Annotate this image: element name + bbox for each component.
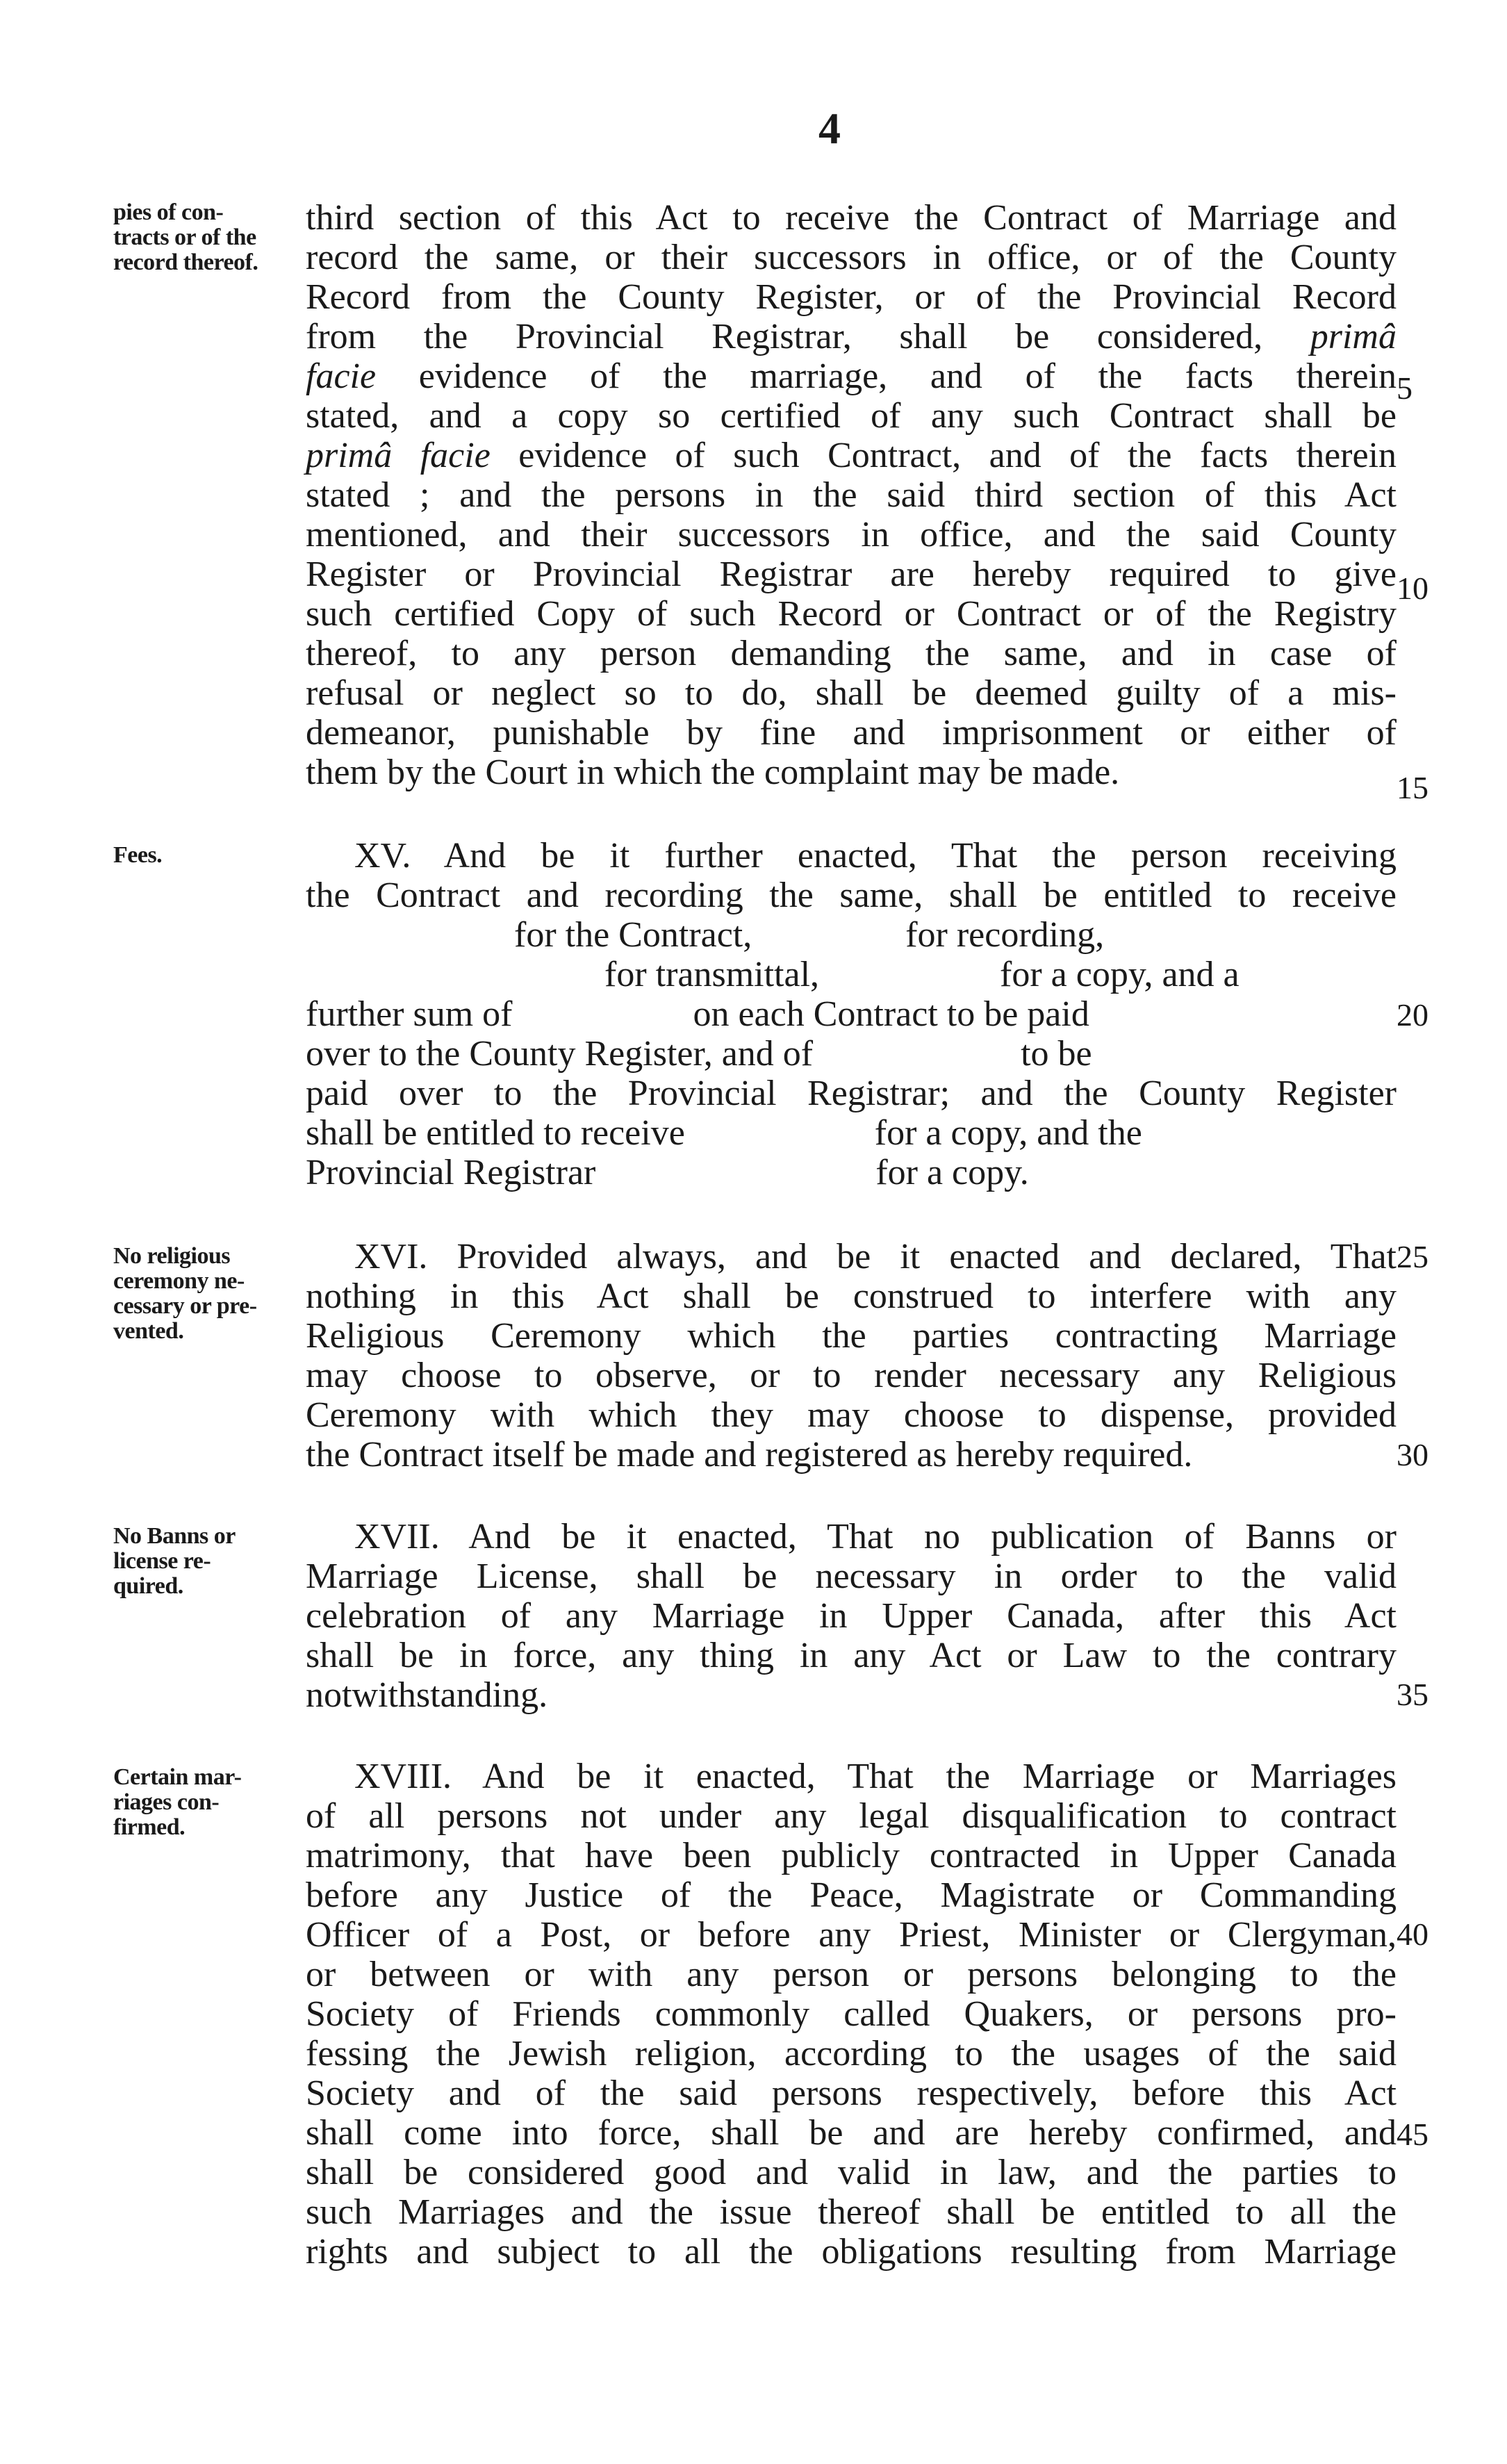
margin-note-fees: Fees.	[113, 842, 163, 868]
text-line: the Contract and recording the same, shall be entitled to receive	[306, 876, 1397, 915]
text-line: may choose to observe, or to render necessary any Religious	[306, 1356, 1397, 1395]
line-number: 15	[1397, 770, 1428, 805]
text-line: Officer of a Post, or before any Priest, Minister or Clergyman,	[306, 1915, 1397, 1955]
text-line: nothing in this Act shall be construed to interfere with any	[306, 1276, 1397, 1316]
text-line: shall come into force, shall be and are hereby confirmed, and	[306, 2113, 1397, 2153]
text-line: record the same, or their successors in office, or of the County	[306, 238, 1397, 277]
text-line: for the Contract, for recording,	[514, 915, 1105, 955]
text-line: XVIII. And be it enacted, That the Marriage or Marriages	[354, 1757, 1397, 1796]
text-line: Ceremony with which they may choose to dispense, provided	[306, 1395, 1397, 1435]
text-line: primâ facie evidence of such Contract, and of the facts therein	[306, 436, 1397, 475]
text-line: third section of this Act to receive the Contract of Marriage and	[306, 198, 1397, 238]
text-line: rights and subject to all the obligations resulting from Marriage	[306, 2232, 1397, 2272]
text-line: Society of Friends commonly called Quakers, or persons pro-	[306, 1994, 1397, 2034]
text-line: XVII. And be it enacted, That no publication of Banns or	[354, 1517, 1397, 1557]
text-line: notwithstanding.	[306, 1675, 548, 1715]
page-number: 4	[818, 104, 841, 153]
margin-note-religious: No religious ceremony ne- cessary or pre- vented.	[113, 1243, 257, 1344]
text-line: Marriage License, shall be necessary in order to the valid	[306, 1557, 1397, 1596]
line-number: 30	[1397, 1437, 1428, 1472]
text-line: Society and of the said persons respectively, before this Act	[306, 2073, 1397, 2113]
line-number: 10	[1397, 570, 1428, 606]
text-line: shall be in force, any thing in any Act or Law to the contrary	[306, 1636, 1397, 1675]
text-line: Religious Ceremony which the parties contracting Marriage	[306, 1316, 1397, 1356]
text-line: before any Justice of the Peace, Magistrate or Commanding	[306, 1875, 1397, 1915]
text-line: mentioned, and their successors in office, and the said County	[306, 515, 1397, 555]
text-line: further sum of on each Contract to be paid	[306, 994, 1089, 1034]
text-line: facie evidence of the marriage, and of the facts therein	[306, 356, 1397, 396]
line-number: 5	[1397, 370, 1413, 406]
text-line: fessing the Jewish religion, according to the usages of the said	[306, 2034, 1397, 2073]
text-line: for transmittal, for a copy, and a	[604, 955, 1240, 994]
text-line: or between or with any person or persons belonging to the	[306, 1955, 1397, 1994]
text-line: refusal or neglect so to do, shall be deemed guilty of a mis-	[306, 673, 1397, 713]
text-line: shall be entitled to receive for a copy, and the	[306, 1113, 1142, 1153]
paragraph-copies-evidence	[306, 198, 1397, 792]
text-line: Register or Provincial Registrar are hereby required to give	[306, 555, 1397, 594]
text-line: XV. And be it further enacted, That the person receiving	[354, 836, 1397, 876]
text-line: demeanor, punishable by fine and imprisonment or either of	[306, 713, 1397, 753]
paragraph-xvii-banns	[306, 1517, 1397, 1715]
text-line: Provincial Registrar for a copy.	[306, 1153, 1029, 1192]
text-line: the Contract itself be made and registered as hereby required.	[306, 1435, 1193, 1475]
text-line: matrimony, that have been publicly contracted in Upper Canada	[306, 1836, 1397, 1875]
text-line: paid over to the Provincial Registrar; and the County Register	[306, 1074, 1397, 1113]
line-number: 25	[1397, 1239, 1428, 1274]
text-line: thereof, to any person demanding the same, and in case of	[306, 634, 1397, 673]
paragraph-xvi-religious	[306, 1237, 1397, 1475]
line-number: 35	[1397, 1677, 1428, 1712]
text-line: XVI. Provided always, and be it enacted and declared, That	[354, 1237, 1397, 1276]
paragraph-xv-fees	[306, 836, 1397, 1192]
text-line: them by the Court in which the complaint may be made.	[306, 753, 1120, 792]
margin-note-confirmed: Certain mar- riages con- firmed.	[113, 1764, 242, 1840]
line-number: 40	[1397, 1916, 1428, 1952]
text-line: shall be considered good and valid in law, and the parties to	[306, 2153, 1397, 2192]
text-line: over to the County Register, and of to be	[306, 1034, 1092, 1074]
text-line: from the Provincial Registrar, shall be considered, primâ	[306, 317, 1397, 356]
paragraph-xviii-confirmed	[306, 1757, 1397, 2272]
text-line: such certified Copy of such Record or Contract or of the Registry	[306, 594, 1397, 634]
text-line: stated ; and the persons in the said third section of this Act	[306, 475, 1397, 515]
line-number: 20	[1397, 997, 1428, 1033]
text-line: celebration of any Marriage in Upper Canada, after this Act	[306, 1596, 1397, 1636]
margin-note-banns: No Banns or license re- quired.	[113, 1523, 236, 1599]
text-line: such Marriages and the issue thereof shall be entitled to all the	[306, 2192, 1397, 2232]
line-number: 45	[1397, 2117, 1428, 2152]
text-line: of all persons not under any legal disqualification to contract	[306, 1796, 1397, 1836]
margin-note-copies: pies of con- tracts or of the record thereof.	[113, 199, 258, 275]
text-line: Record from the County Register, or of the Provincial Record	[306, 277, 1397, 317]
text-line: stated, and a copy so certified of any such Contract shall be	[306, 396, 1397, 436]
